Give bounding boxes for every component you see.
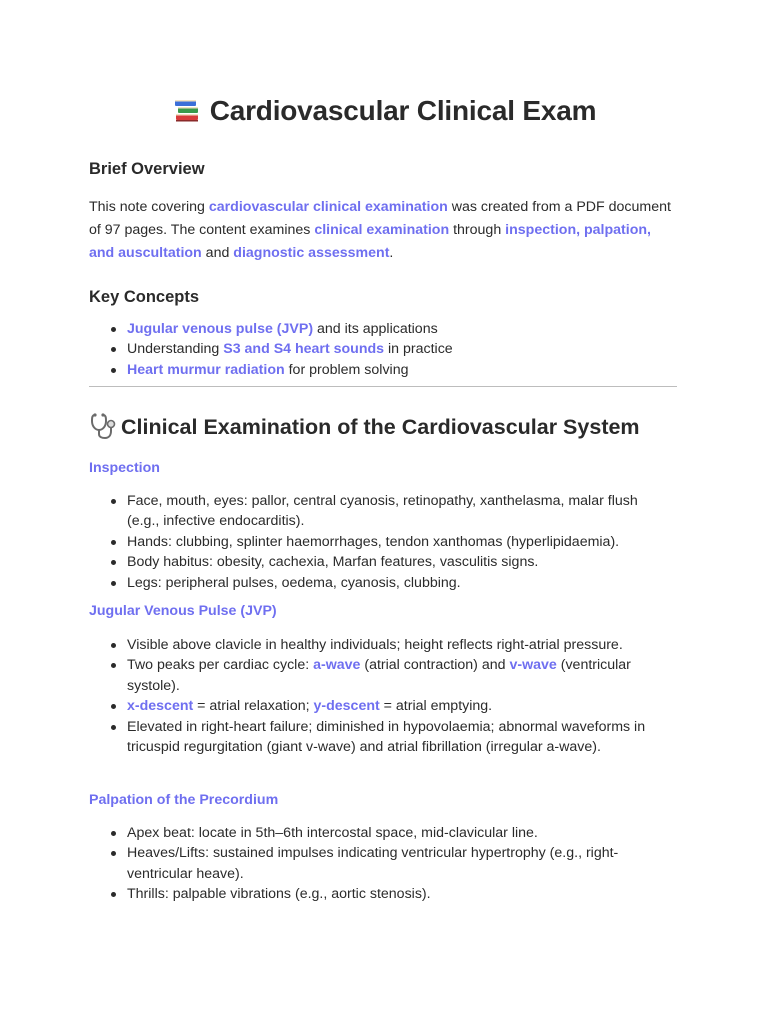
key-concepts-heading: Key Concepts xyxy=(89,288,200,306)
bullet-icon xyxy=(111,347,116,352)
list-item xyxy=(89,823,649,843)
list-item-text: (ventricular systole). xyxy=(127,657,631,694)
list-item xyxy=(89,884,649,904)
bullet-icon xyxy=(111,831,116,836)
bullet-icon xyxy=(111,368,116,373)
list-item xyxy=(89,360,649,380)
list-item xyxy=(89,573,649,593)
key-concepts-list xyxy=(89,319,649,380)
jvp-link-x-descent[interactable]: x-descent xyxy=(127,698,194,715)
list-item xyxy=(89,491,649,532)
list-item-text: Thrills: palpable vibrations (e.g., aortic stenosis). xyxy=(127,886,431,903)
list-item xyxy=(89,635,649,655)
overview-paragraph xyxy=(89,196,679,265)
key-concept-link-heart-sounds[interactable]: S3 and S4 heart sounds xyxy=(223,341,385,358)
jvp-link-y-descent[interactable]: y-descent xyxy=(313,698,380,715)
list-item-text: Face, mouth, eyes: pallor, central cyanosis, retinopathy, xanthelasma, malar flush (e.g., infective endocarditis). xyxy=(127,493,638,530)
list-item-text: Visible above clavicle in healthy individuals; height reflects right-atrial pressure. xyxy=(127,637,623,653)
bullet-icon xyxy=(111,643,116,648)
bullet-icon xyxy=(111,327,116,332)
overview-text-5: . xyxy=(389,245,394,261)
list-item xyxy=(89,696,649,716)
list-item xyxy=(89,843,649,884)
bullet-icon xyxy=(111,560,116,565)
list-item-text: Hands: clubbing, splinter haemorrhages, tendon xanthomas (hyperlipidaemia). xyxy=(127,533,620,550)
jvp-list xyxy=(89,635,649,757)
jvp-link-v-wave[interactable]: v-wave xyxy=(509,657,557,674)
list-item xyxy=(89,532,649,552)
jvp-link-a-wave[interactable]: a-wave xyxy=(313,657,361,674)
key-concept-text: Understanding xyxy=(127,341,224,358)
bullet-icon xyxy=(111,499,116,504)
overview-link-clinical-exam[interactable]: clinical examination xyxy=(314,222,450,238)
bullet-icon xyxy=(111,540,116,545)
overview-text-2: was created from a PDF document of 97 pages. The content examines xyxy=(89,199,671,238)
list-item xyxy=(89,552,649,572)
overview-text-4: and xyxy=(201,245,234,261)
list-item-text: Legs: peripheral pulses, oedema, cyanosis, clubbing. xyxy=(127,574,461,591)
bullet-icon xyxy=(111,663,116,668)
overview-text-3: through xyxy=(449,222,506,238)
overview-heading: Brief Overview xyxy=(89,160,205,178)
list-item xyxy=(89,717,649,758)
list-item-text: Elevated in right-heart failure; diminished in hypovolaemia; abnormal waveforms in tricuspid regurgitation (giant v-wave) and atrial fibrillation (irregular a-wave). xyxy=(127,718,646,756)
palpation-heading: Palpation of the Precordium xyxy=(89,792,279,808)
key-concept-text: and its applications xyxy=(313,321,438,337)
key-concept-text: in practice xyxy=(384,341,453,358)
list-item-text: (atrial contraction) and xyxy=(360,657,510,674)
list-item xyxy=(89,319,649,339)
bullet-icon xyxy=(111,581,116,586)
list-item-text: Two peaks per cardiac cycle: xyxy=(127,657,314,674)
page-title-text: Cardiovascular Clinical Exam xyxy=(209,95,597,126)
section-divider xyxy=(89,386,677,387)
page-title xyxy=(0,94,768,131)
jvp-heading: Jugular Venous Pulse (JVP) xyxy=(89,603,277,619)
bullet-icon xyxy=(111,892,116,897)
list-item xyxy=(89,655,649,696)
books-icon xyxy=(172,94,202,131)
section-heading xyxy=(89,412,640,446)
overview-link-cardiovascular-exam[interactable]: cardiovascular clinical examination xyxy=(208,199,448,215)
list-item-text: Heaves/Lifts: sustained impulses indicating ventricular hypertrophy (e.g., right-ventricular heave). xyxy=(127,845,619,882)
stethoscope-icon xyxy=(89,412,119,446)
key-concept-link-jvp[interactable]: Jugular venous pulse (JVP) xyxy=(127,321,314,337)
bullet-icon xyxy=(111,725,116,730)
list-item-text: Body habitus: obesity, cachexia, Marfan features, vasculitis signs. xyxy=(127,554,539,571)
overview-text-1: This note covering xyxy=(89,199,209,215)
bullet-icon xyxy=(111,851,116,856)
list-item-text: = atrial emptying. xyxy=(379,698,493,715)
inspection-heading: Inspection xyxy=(89,460,160,476)
list-item-text: Apex beat: locate in 5th–6th intercostal space, mid-clavicular line. xyxy=(127,825,538,841)
key-concept-link-murmur[interactable]: Heart murmur radiation xyxy=(127,361,285,378)
list-item-text: = atrial relaxation; xyxy=(193,698,314,715)
key-concept-text: for problem solving xyxy=(284,361,409,378)
section-heading-text: Clinical Examination of the Cardiovascular System xyxy=(121,415,640,439)
overview-link-inspection-palpation[interactable]: inspection, palpation, and auscultation xyxy=(89,222,651,261)
bullet-icon xyxy=(111,704,116,709)
list-item xyxy=(89,339,649,359)
palpation-list xyxy=(89,823,649,905)
inspection-list xyxy=(89,491,649,593)
overview-link-diagnostic[interactable]: diagnostic assessment xyxy=(233,245,390,261)
